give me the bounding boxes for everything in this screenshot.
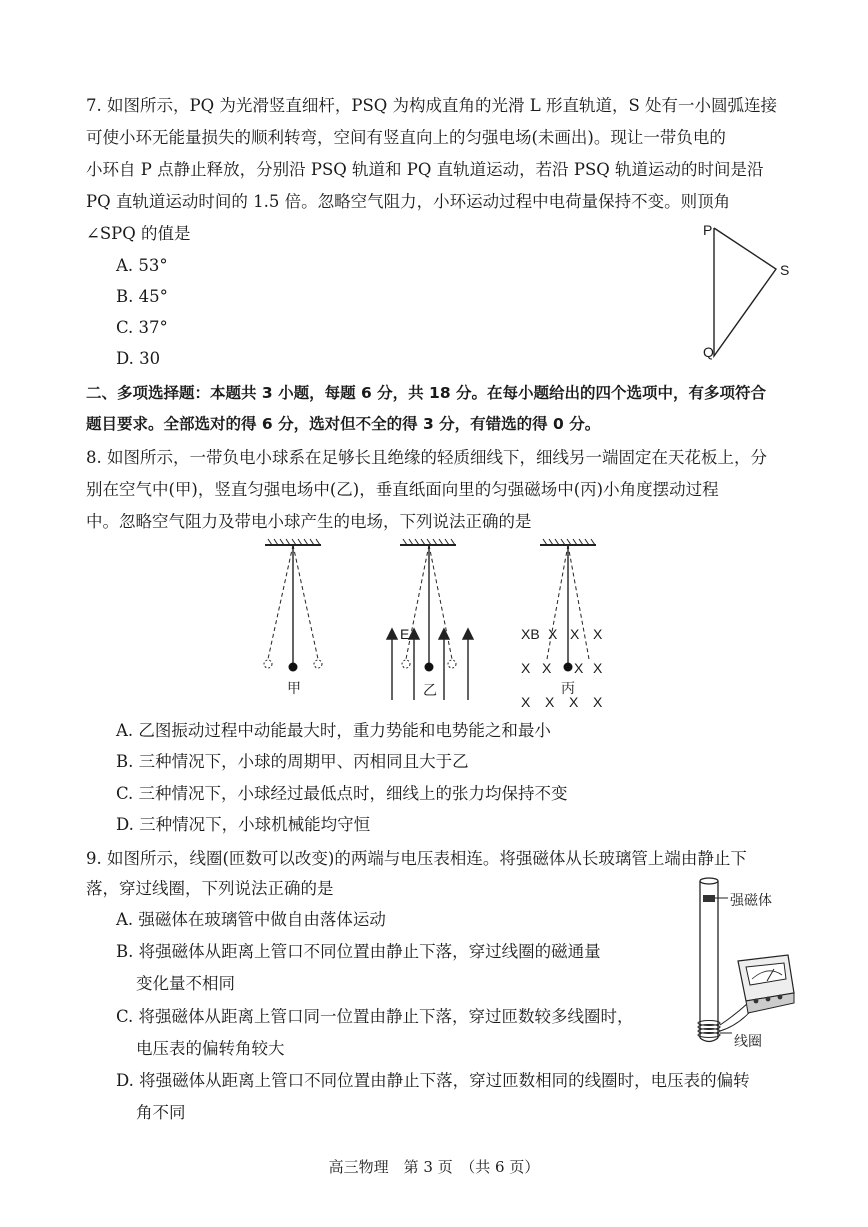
q7-line-3: 小环自 P 点静止释放，分别沿 PSQ 轨道和 PQ 直轨道运动，若沿 PSQ 轨道运动的时间是沿 xyxy=(86,160,764,179)
q7-line-5: ∠SPQ 的值是 xyxy=(86,224,191,243)
label-coil: 线圈 xyxy=(734,1033,762,1049)
label-q: Q xyxy=(703,344,714,360)
pendulum-bing xyxy=(540,539,596,672)
pendulum-yi xyxy=(387,539,473,700)
q8-option-c: C. 三种情况下，小球经过最低点时，细线上的张力均保持不变 xyxy=(116,784,568,803)
q9-option-d-cont: 角不同 xyxy=(136,1103,186,1122)
q9-option-c-cont: 电压表的偏转角较大 xyxy=(136,1039,285,1058)
mag-x-r2c3: X xyxy=(574,660,584,676)
mag-x-r1c1: XB xyxy=(521,626,540,642)
label-p: P xyxy=(703,222,713,238)
q9-option-b: B. 将强磁体从距离上管口不同位置由静止下落，穿过线圈的磁通量 xyxy=(116,942,601,961)
mag-x-r2c1: X xyxy=(521,660,531,676)
q8-line-1: 8. 如图所示，一带负电小球系在足够长且绝缘的轻质细线下，细线另一端固定在天花板上，分 xyxy=(86,448,767,467)
q9-line-2: 落，穿过线圈，下列说法正确的是 xyxy=(86,879,334,898)
label-yi: 乙 xyxy=(423,682,437,698)
label-magnet: 强磁体 xyxy=(730,892,772,908)
q7-triangle-figure xyxy=(700,220,800,360)
section2-line-1: 二、多项选择题：本题共 3 小题，每题 6 分，共 18 分。在每小题给出的四个选项中，有多项符合 xyxy=(86,384,767,402)
q7-line-1: 7. 如图所示，PQ 为光滑竖直细杆，PSQ 为构成直角的光滑 L 形直轨道，S 处有一小圆弧连接 xyxy=(86,96,778,115)
label-jia: 甲 xyxy=(287,680,301,696)
q7-option-d: D. 30 xyxy=(116,349,161,368)
q7-line-4: PQ 直轨道运动时间的 1.5 倍。忽略空气阻力，小环运动过程中电荷量保持不变。则顶角 xyxy=(86,192,731,211)
q9-option-d: D. 将强磁体从距离上管口不同位置由静止下落，穿过匝数相同的线圈时，电压表的偏转 xyxy=(116,1071,750,1090)
label-e: E xyxy=(400,626,410,642)
mag-x-r1c4: X xyxy=(593,626,603,642)
q8-line-2: 别在空气中(甲)，竖直匀强电场中(乙)，垂直纸面向里的匀强磁场中(丙)小角度摆动过程 xyxy=(86,480,719,499)
q8-option-b: B. 三种情况下，小球的周期甲、丙相同且大于乙 xyxy=(116,752,469,771)
mag-x-r1c3: X xyxy=(570,626,580,642)
mag-x-r2c2: X xyxy=(542,660,552,676)
q9-option-b-cont: 变化量不相同 xyxy=(136,974,235,993)
mag-x-r2c4: X xyxy=(593,660,603,676)
q7-option-a: A. 53° xyxy=(116,256,168,275)
label-bing: 丙 xyxy=(561,680,575,696)
pendulum-jia xyxy=(264,539,322,672)
mag-x-r1c2: X xyxy=(548,626,558,642)
q9-option-c: C. 将强磁体从距离上管口同一位置由静止下落，穿过匝数较多线圈时， xyxy=(116,1007,634,1026)
section2-line-2: 题目要求。全部选对的得 6 分，选对但不全的得 3 分，有错选的得 0 分。 xyxy=(86,415,601,433)
mag-x-r3c1: X xyxy=(521,694,531,710)
mag-x-r3c3: X xyxy=(569,694,579,710)
q7-line-2: 可使小环无能量损失的顺利转弯，空间有竖直向上的匀强电场(未画出)。现让一带负电的 xyxy=(86,128,726,147)
q9-line-1: 9. 如图所示，线圈(匝数可以改变)的两端与电压表相连。将强磁体从长玻璃管上端由静止下 xyxy=(86,849,747,868)
q8-line-3: 中。忽略空气阻力及带电小球产生的电场，下列说法正确的是 xyxy=(86,512,532,531)
page-footer: 高三物理 第 3 页 （共 6 页） xyxy=(328,1158,540,1176)
q7-option-c: C. 37° xyxy=(116,318,168,337)
q8-option-a: A. 乙图振动过程中动能最大时，重力势能和电势能之和最小 xyxy=(116,721,551,740)
mag-x-r3c4: X xyxy=(593,694,603,710)
q7-option-b: B. 45° xyxy=(116,287,168,306)
q8-option-d: D. 三种情况下，小球机械能均守恒 xyxy=(116,815,371,834)
label-s: S xyxy=(780,262,790,278)
q9-option-a: A. 强磁体在玻璃管中做自由落体运动 xyxy=(116,910,386,929)
mag-x-r3c2: X xyxy=(545,694,555,710)
